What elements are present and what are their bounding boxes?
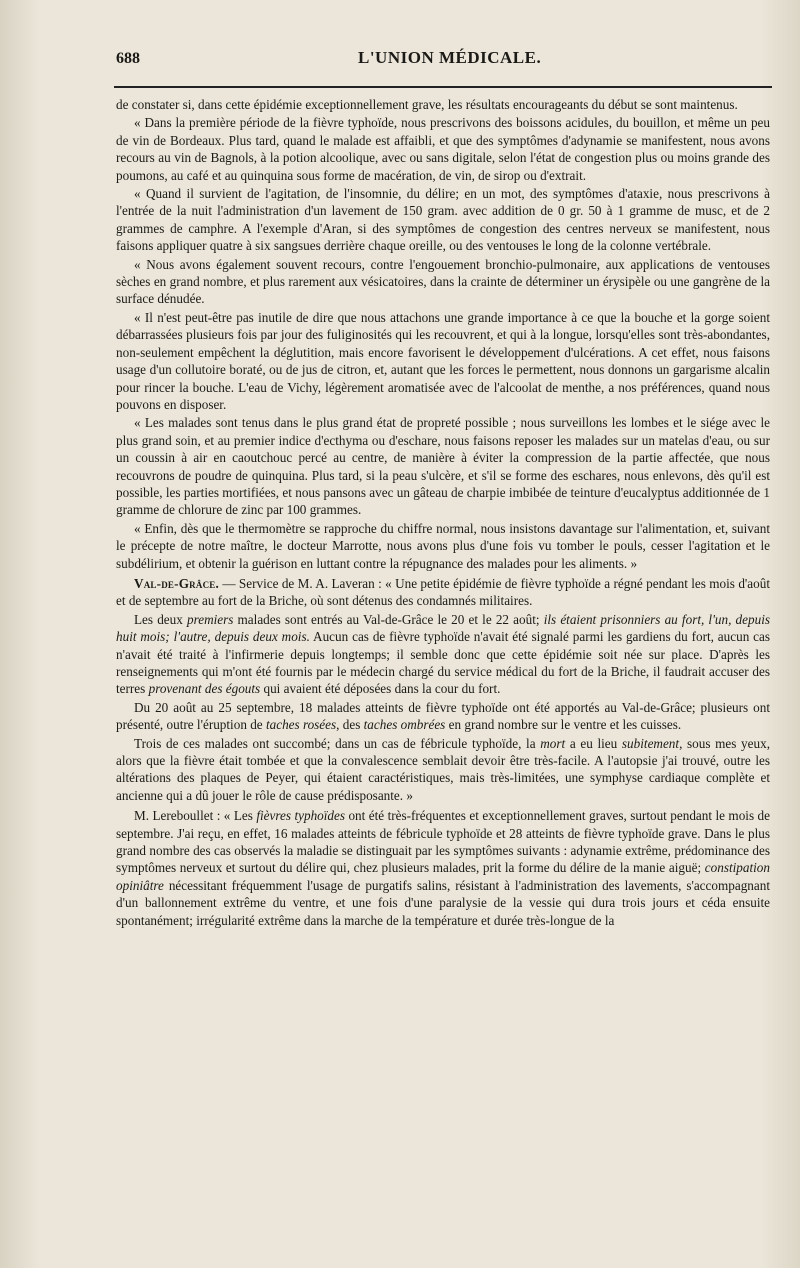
text-run: a eu lieu xyxy=(565,735,622,751)
paragraph-continuation: de constater si, dans cette épidémie exceptionnellement grave, les résultats encourageants du début se sont maintenus. xyxy=(116,97,738,112)
paragraph-alimentation: « Enfin, dès que le thermomètre se rapproche du chiffre normal, nous insistons davantage sur l'alimentation, et, suivant le précepte de notre maître, le docteur Marrotte, nous avons plus d'une fois vu tomber le pouls, cesser l'agitation et le subdélirium, et obtenir la guérison en luttant contre la répugnance des malades pour les aliments. » xyxy=(116,520,770,571)
italic-run: mort xyxy=(540,735,566,751)
text-run: Les deux xyxy=(134,611,187,627)
paragraph-bouche: « Il n'est peut-être pas inutile de dire que nous attachons une grande importance à ce que la bouche et la gorge soient débarrassées plusieurs fois par jour des fuliginosités qui les recouvrent, et qui à la longue, lorsqu'elles sont très-abondantes, non-seulement empêchent la déglutition, mais encore favorisent le développement d'ulcérations. A cet effet, nous faisons usage d'un collutoire boraté, ou de jus de citron, et, autant que les forces le permettent, nous donnons un gargarisme alcalin pour rincer la bouche. L'eau de Vichy, légèrement aromatisée avec de l'alcoolat de menthe, a nos préférences, quand nous pouvons en disposer. xyxy=(116,309,770,412)
paragraph-first-period: « Dans la première période de la fièvre typhoïde, nous prescrivons des boissons acidules, du bouillon, et même un peu de vin de Bordeaux. Plus tard, quand le malade est affaibli, et que des symptômes d'adynamie se manifestent, nous avons recours au vin de Bagnols, à la potion alcoolique, avec ou sans digitale, selon l'état de congestion plus ou moins grande des poumons, au café et au quinquina sous forme de macération, de vin, de sirop ou d'extrait. xyxy=(116,115,770,183)
text-run: ont été très-fréquentes et exceptionnellement graves, surtout pendant le mois de septembre. J'ai reçu, en effet, 16 malades atteints de fébricule typhoïde et 28 atteints de fièvre typhoïde grave. Dans le plus grand nombre des cas observés la maladie se distinguait par les symptômes suivants : adynamie extrême, prédominance des symptômes nerveux et surtout du délire qui, chez plusieurs malades, prit la forme du délire de la manie aiguë; xyxy=(116,808,770,876)
italic-run: premiers xyxy=(186,611,234,627)
paragraph-val-de-grace xyxy=(116,575,770,610)
text-run: malades sont entrés au Val-de-Grâce le 20 et le 22 août; xyxy=(233,611,544,627)
paragraph-lereboullet xyxy=(116,807,770,929)
running-title: L'UNION MÉDICALE. xyxy=(358,48,542,67)
text-run: Trois de ces malades ont succombé; dans un cas de fébricule typhoïde, la xyxy=(134,735,541,751)
text-run: qui avaient été déposées dans la cour du fort. xyxy=(260,681,501,697)
text-run: en grand nombre sur le ventre et les cuisses. xyxy=(445,717,682,733)
page-number: 688 xyxy=(116,50,140,67)
paragraph-ventouses: « Nous avons également souvent recours, contre l'engouement bronchio-pulmonaire, aux applications de ventouses sèches en grand nombre, et plus rarement aux vésicatoires, dans la crainte de déterminer un érysipèle ou une gangrène de la surface dénudée. xyxy=(116,256,770,307)
paragraph-premiers-malades xyxy=(116,611,770,698)
val-de-grace-text: — Service de M. A. Laveran : « Une petite épidémie de fièvre typhoïde a régné pendant les mois d'août et de septembre au fort de la Briche, où sont détenus des condamnés militaires. xyxy=(116,575,770,609)
section-label-val-de-grace: Val-de-Grâce. xyxy=(134,575,219,591)
italic-run: fièvres typhoïdes xyxy=(256,808,345,824)
header-rule xyxy=(114,86,772,88)
italic-run: subitement xyxy=(621,735,680,751)
text-run: Aucun cas de fièvre typhoïde n'avait été signalé parmi les gardiens du fort, aucun cas n'avait été traité à l'infirmerie depuis longtemps; il semble donc que cette épidémie soit née sur place. D'après les renseignements qui m'ont été fournis par le médecin chargé du service médical du fort de la Briche, il faudrait accuser des terres xyxy=(116,629,771,697)
paragraph-trois-malades xyxy=(116,735,770,805)
text-run: nécessitant fréquemment l'usage de purgatifs salins, résistant à l'administration des lavements, s'accompagnant d'un ballonnement extrême du ventre, et une fois d'une paralysie de la vessie qui dura trois jours et céda ensuite spontanément; irrégularité extrême dans la marche de la température et durée très-longue de la xyxy=(116,877,770,928)
text-run: Du 20 août au 25 septembre, 18 malades atteints de fièvre typhoïde ont été apportés au Val-de-Grâce; plusieurs ont présenté, outre l'éruption de xyxy=(116,699,770,733)
italic-run: constipation opiniâtre xyxy=(116,860,770,893)
paragraph-proprete: « Les malades sont tenus dans le plus grand état de propreté possible ; nous surveillons les lombes et le siége avec le plus grand soin, et au premier indice d'ecthyma ou d'eschare, nous faisons reposer les malades sur un matelas d'eau, ou sur un coussin à air en caoutchouc percé au centre, de manière à éviter la compression de la partie affectée, que nous recouvrons de poudre de quinquina. Plus tard, si la peau s'ulcère, et s'il se forme des eschares, nous enlevons, dès qu'il est possible, les parties mortifiées, et nous pansons avec un gâteau de charpie imbibée de teinture d'eucalyptus additionnée de 1 gramme de chlorure de zinc par 100 grammes. xyxy=(116,415,770,518)
italic-run: taches rosées xyxy=(265,717,337,733)
text-run: , des xyxy=(336,717,364,733)
page-header xyxy=(116,48,770,78)
paragraph-20-aout xyxy=(116,699,770,734)
italic-run: ils étaient prisonniers au fort, l'un, depuis huit mois; l'autre, depuis deux mois. xyxy=(116,611,770,645)
text-run: M. Lereboullet : « Les xyxy=(134,808,257,824)
body-text xyxy=(116,96,770,929)
italic-run: provenant des égouts xyxy=(148,681,261,697)
text-run: , sous mes yeux, alors que la fièvre était tombée et que la convalescence semblait devoir être très-facile. A l'autopsie j'ai trouvé, outre les altérations des plaques de Peyer, qui étaient caractéristiques, mais très-limitées, une symphyse cardiaque complète et ancienne qui a dû jouer le rôle de cause prédisposante. » xyxy=(116,735,770,803)
paragraph-agitation: « Quand il survient de l'agitation, de l'insomnie, du délire; en un mot, des symptômes d'ataxie, nous prescrivons à l'entrée de la nuit l'administration d'un lavement de 150 gram. avec addition de 0 gr. 50 à 1 gramme de musc, et de 2 grammes de camphre. A l'exemple d'Aran, si des symptômes de congestion des centres nerveux se manifestent, nous faisons appliquer quatre à six sangsues derrière chaque oreille, ou des ventouses le long de la colonne vertébrale. xyxy=(116,186,770,254)
italic-run: taches ombrées xyxy=(363,717,446,733)
